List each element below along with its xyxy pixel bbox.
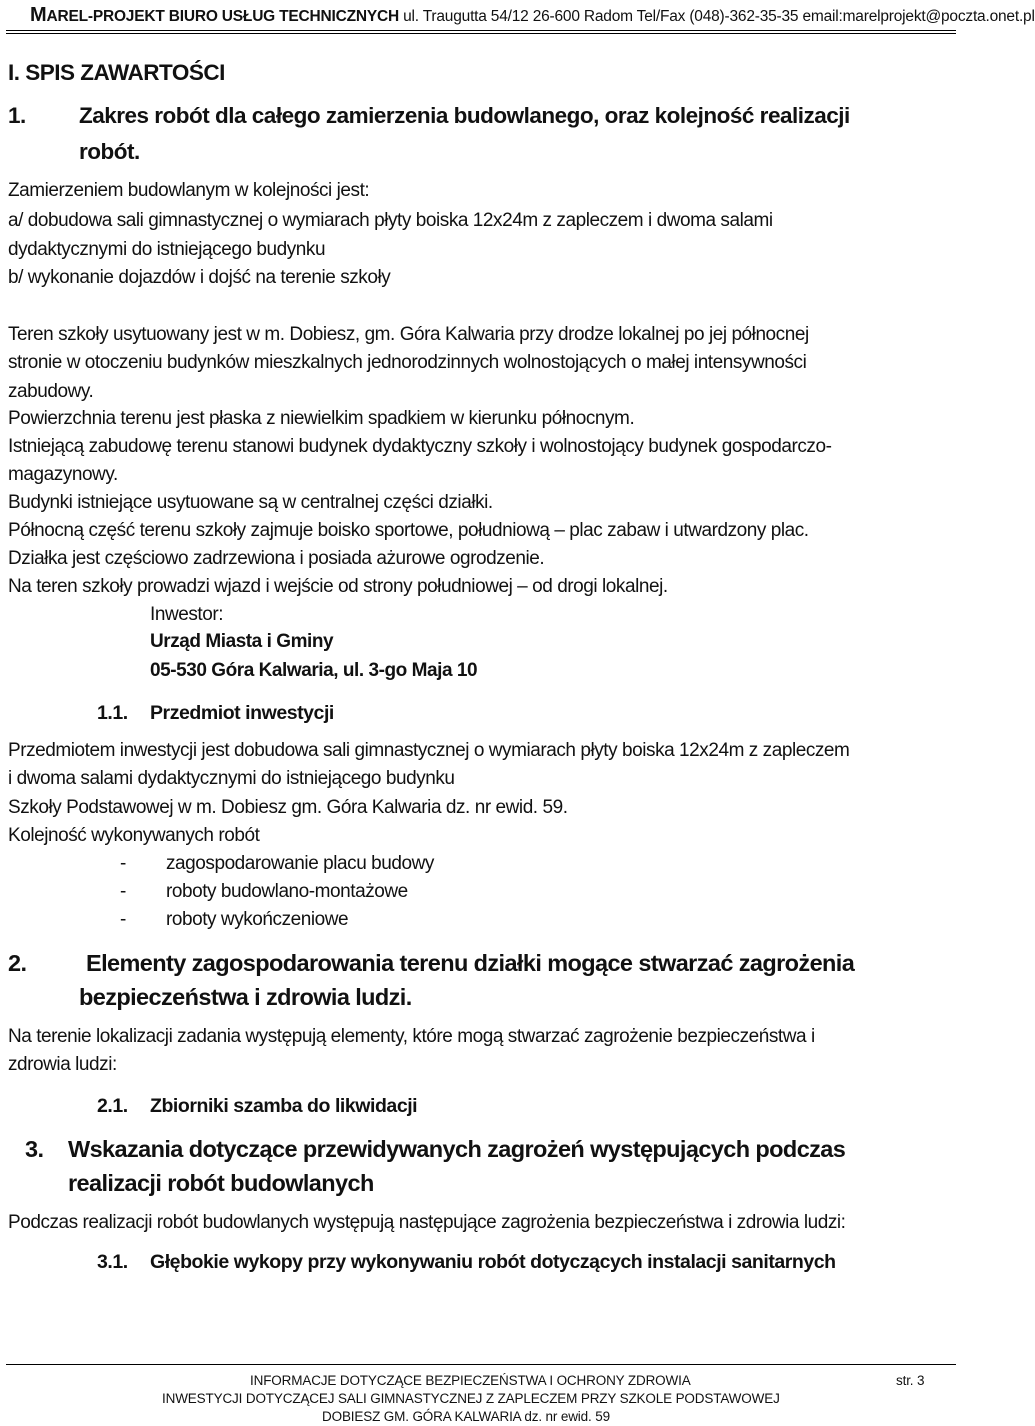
section2-title-line1: Elementy zagospodarowania terenu działki mogące stwarzać zagrożenia — [86, 950, 855, 976]
footer-line1: INFORMACJE DOTYCZĄCE BEZPIECZEŃSTWA I OCHRONY ZDROWIA — [250, 1373, 691, 1388]
section1-1-number: 1.1. — [97, 702, 128, 724]
section2-title-line2: bezpieczeństwa i zdrowia ludzi. — [79, 984, 412, 1010]
section3-title-line2: realizacji robót budowlanych — [68, 1170, 374, 1196]
list-item: roboty wykończeniowe — [166, 909, 349, 930]
section1-item-a-line1: a/ dobudowa sali gimnastycznej o wymiarach płyty boiska 12x24m z zapleczem i dwoma salami — [8, 210, 773, 231]
section3-1-title: Głębokie wykopy przy wykonywaniu robót dotyczących instalacji sanitarnych — [150, 1251, 836, 1273]
section1-1-paragraph-line: i dwoma salami dydaktycznymi do istniejącego budynku — [8, 768, 455, 789]
section2-paragraph-line: zdrowia ludzi: — [8, 1054, 117, 1075]
section1-paragraph-line: Istniejącą zabudowę terenu stanowi budynek dydaktyczny szkoły i wolnostojący budynek gospodarczo- — [8, 436, 832, 457]
section1-item-a-line2: dydaktycznymi do istniejącego budynku — [8, 239, 326, 260]
section2-number: 2. — [8, 950, 27, 976]
header-rule — [6, 30, 956, 34]
toc-title: I. SPIS ZAWARTOŚCI — [8, 60, 225, 85]
section3-number: 3. — [25, 1136, 44, 1162]
section1-1-paragraph-line: Przedmiotem inwestycji jest dobudowa sali gimnastycznej o wymiarach płyty boiska 12x24m z zapleczem — [8, 740, 850, 761]
section1-paragraph-line: Działka jest częściowo zadrzewiona i posiada ażurowe ogrodzenie. — [8, 548, 545, 569]
list-item: roboty budowlano-montażowe — [166, 881, 408, 902]
header-initial: M — [30, 4, 47, 26]
section1-title-line2: robót. — [79, 139, 140, 164]
list-bullet: - — [120, 853, 126, 874]
header-contact: ul. Traugutta 54/12 26-600 Radom Tel/Fax (048)-362-35-35 email:marelprojekt@poczta.onet.pl — [399, 8, 1035, 25]
section2-paragraph-line: Na terenie lokalizacji zadania występują elementy, które mogą stwarzać zagrożenie bezpieczeństwa i — [8, 1026, 815, 1047]
footer-line2: INWESTYCJI DOTYCZĄCEJ SALI GIMNASTYCZNEJ Z ZAPLECZEM PRZY SZKOLE PODSTAWOWEJ — [162, 1391, 780, 1406]
list-item: zagospodarowanie placu budowy — [166, 853, 434, 874]
footer-page-number: str. 3 — [896, 1373, 925, 1388]
section1-intro: Zamierzeniem budowlanym w kolejności jest: — [8, 180, 370, 201]
section1-paragraph-line: magazynowy. — [8, 464, 118, 485]
list-bullet: - — [120, 909, 126, 930]
section1-paragraph-line: stronie w otoczeniu budynków mieszkalnych jednorodzinnych wolnostojących o małej intensywności — [8, 352, 807, 373]
investor-label: Inwestor: — [150, 604, 224, 625]
investor-address: 05-530 Góra Kalwaria, ul. 3-go Maja 10 — [150, 660, 478, 681]
section1-1-paragraph-line: Kolejność wykonywanych robót — [8, 825, 260, 846]
section3-paragraph-line: Podczas realizacji robót budowlanych występują następujące zagrożenia bezpieczeństwa i zdrowia ludzi: — [8, 1212, 846, 1233]
section1-paragraph-line: zabudowy. — [8, 381, 94, 402]
section1-paragraph-line: Budynki istniejące usytuowane są w centralnej części działki. — [8, 492, 493, 513]
section1-paragraph-line: Powierzchnia terenu jest płaska z niewielkim spadkiem w kierunku północnym. — [8, 408, 635, 429]
section1-number: 1. — [8, 103, 26, 128]
header-company-name: AREL-PROJEKT BIURO USŁUG TECHNICZNYCH — [46, 8, 400, 25]
investor-name: Urząd Miasta i Gminy — [150, 631, 334, 652]
section1-item-b: b/ wykonanie dojazdów i dojść na terenie szkoły — [8, 267, 391, 288]
section1-title-line1: Zakres robót dla całego zamierzenia budowlanego, oraz kolejność realizacji — [79, 103, 850, 128]
page-header — [30, 4, 1035, 27]
section2-1-number: 2.1. — [97, 1095, 128, 1117]
section1-paragraph-line: Na teren szkoły prowadzi wjazd i wejście od strony południowej – od drogi lokalnej. — [8, 576, 668, 597]
section3-title-line1: Wskazania dotyczące przewidywanych zagrożeń występujących podczas — [68, 1136, 846, 1162]
section1-1-title: Przedmiot inwestycji — [150, 702, 334, 724]
footer-rule — [6, 1364, 956, 1365]
footer-line3: DOBIESZ GM. GÓRA KALWARIA dz. nr ewid. 59 — [322, 1409, 610, 1424]
section2-1-title: Zbiorniki szamba do likwidacji — [150, 1095, 418, 1117]
section1-1-paragraph-line: Szkoły Podstawowej w m. Dobiesz gm. Góra Kalwaria dz. nr ewid. 59. — [8, 797, 568, 818]
list-bullet: - — [120, 881, 126, 902]
section1-paragraph-line: Północną część terenu szkoły zajmuje boisko sportowe, południową – plac zabaw i utwardzony plac. — [8, 520, 809, 541]
section1-paragraph-line: Teren szkoły usytuowany jest w m. Dobiesz, gm. Góra Kalwaria przy drodze lokalnej po jej północnej — [8, 324, 809, 345]
section3-1-number: 3.1. — [97, 1251, 128, 1273]
